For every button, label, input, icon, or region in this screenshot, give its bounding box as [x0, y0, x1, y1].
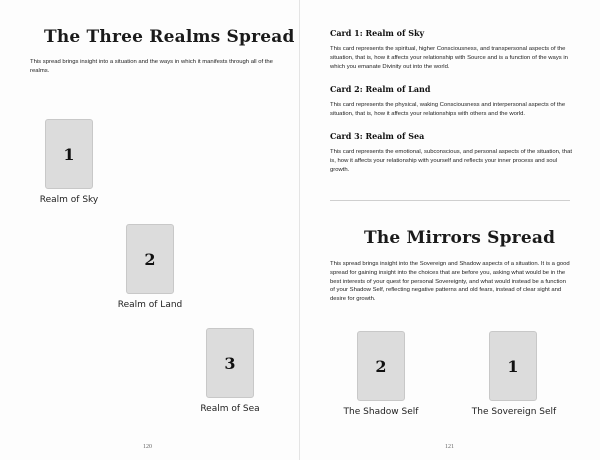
card-number: 3 [224, 353, 236, 373]
right-page [300, 0, 600, 460]
section-heading: Card 1: Realm of Sky [330, 28, 425, 38]
card-label: The Shadow Self [343, 407, 419, 417]
card-number: 1 [63, 144, 75, 164]
mirrors-title: The Mirrors Spread [364, 228, 556, 248]
page-title: The Three Realms Spread [44, 27, 295, 47]
card-sovereign-self [489, 331, 537, 401]
section-divider [330, 200, 570, 201]
page-number: 121 [445, 444, 454, 450]
card-number: 2 [375, 356, 387, 376]
section-heading: Card 3: Realm of Sea [330, 131, 425, 141]
card-number: 1 [507, 356, 519, 376]
mirrors-intro: This spread brings insight into the Sovereign and Shadow aspects of a situation. It is a good spread for gaining insight into the choices that are before you, asking what would be in the best interests of your quest for personal Sovereignty, and what would instead be a function of your Shadow Self, reflecting negative patterns and old fears, instead of clear sight and desire for growth. [330, 261, 570, 303]
section-text: This card represents the physical, waking Consciousness and interpersonal aspects of the situation, that is, how it affects your relationships with others and the world. [330, 102, 566, 117]
section-heading: Card 2: Realm of Land [330, 84, 431, 94]
card-realm-of-sea [206, 328, 254, 398]
card-label: Realm of Land [117, 300, 183, 310]
page-number: 120 [143, 444, 152, 450]
section-text: This card represents the spiritual, higher Consciousness, and transpersonal aspects of the situation, that is, how it affects your relationship with Source and is a function of the ways in which you emanate Divinity out into the world. [330, 46, 568, 70]
card-realm-of-sky [45, 119, 93, 189]
card-shadow-self [357, 331, 405, 401]
card-label: The Sovereign Self [471, 407, 557, 417]
card-label: Realm of Sea [200, 404, 260, 414]
card-label: Realm of Sky [39, 195, 99, 205]
intro-paragraph: This spread brings insight into a situation and the ways in which it manifests through all of the realms. [30, 59, 273, 74]
card-realm-of-land [126, 224, 174, 294]
section-text: This card represents the emotional, subconscious, and personal aspects of the situation, that is, how it affects your relationship with yourself and reflects your inner process and soul growth. [330, 149, 572, 173]
card-number: 2 [144, 249, 156, 269]
